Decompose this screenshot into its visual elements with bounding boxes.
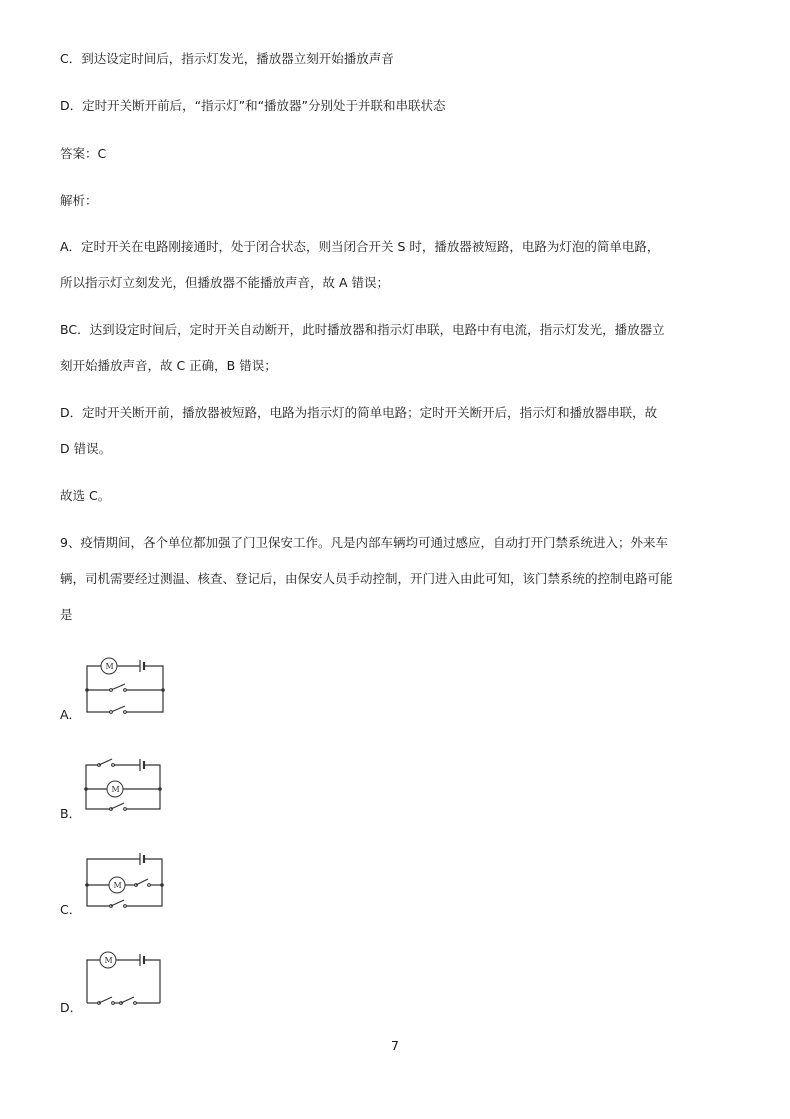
analysis-heading: 解析： [60,193,98,208]
analysis-d-line1: D．定时开关断开前，播放器被短路，电路为指示灯的简单电路；定时开关断开后，指示灯和播放器串联，故 [60,405,658,420]
switch-icon [111,900,124,906]
analysis-d-line2: D 错误。 [60,441,112,456]
svg-text:M: M [104,956,113,965]
question-9-line1: 9、疫情期间，各个单位都加强了门卫保安工作。凡是内部车辆均可通过感应，自动打开门禁系统进入；外来车 [60,535,668,550]
choice-line: 故选 C。 [60,488,111,503]
option-d-previous: D．定时开关断开前后，“指示灯”和“播放器”分别处于并联和串联状态 [60,98,446,113]
analysis-bc-line2: 刻开始播放声音，故 C 正确，B 错误； [60,358,277,373]
switch-icon [121,997,134,1003]
question-9-line3: 是 [60,607,73,622]
option-a-label: A． [60,707,82,722]
option-b-label: B． [60,806,82,821]
circuit-diagram-c [80,849,170,915]
circuit-diagram-d [80,948,170,1014]
analysis-bc-line1: BC．达到设定时间后，定时开关自动断开，此时播放器和指示灯串联，电路中有电流，指示灯发光，播放器立 [60,322,665,337]
switch-icon [99,997,112,1003]
circuit-diagram-a [80,652,170,718]
circuit-diagram-b [80,753,170,819]
switch-icon [136,879,148,885]
analysis-a-line2: 所以指示灯立刻发光，但播放器不能播放声音，故 A 错误； [60,275,389,290]
option-c-label: C． [60,902,82,917]
switch-icon [111,706,125,712]
switch-icon [111,803,124,809]
svg-text:M: M [111,785,120,794]
analysis-a-line1: A．定时开关在电路刚接通时，处于闭合状态，则当闭合开关 S 时，播放器被短路，电路为灯泡的简单电路， [60,239,660,254]
switch-icon [111,684,125,690]
svg-text:M: M [105,662,114,671]
option-c-previous: C．到达设定时间后，指示灯发光，播放器立刻开始播放声音 [60,51,394,66]
switch-icon [99,759,112,765]
option-d-label: D． [60,1000,83,1015]
svg-text:M: M [113,881,122,890]
question-9-line2: 辆，司机需要经过测温、核查、登记后，由保安人员手动控制，开门进入由此可知，该门禁系统的控制电路可能 [60,571,673,586]
answer-line: 答案：C [60,146,107,161]
page-number: 7 [391,1038,399,1053]
